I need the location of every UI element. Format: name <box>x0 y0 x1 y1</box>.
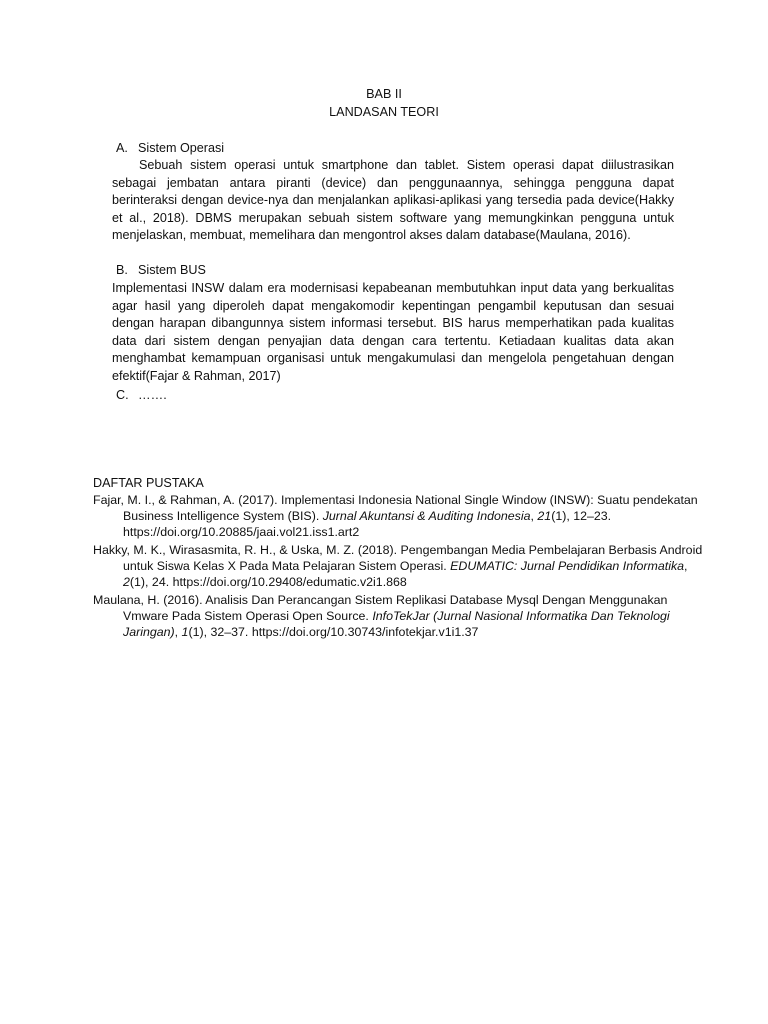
reference-separator: , <box>684 559 688 573</box>
section-title: Sistem BUS <box>138 263 206 277</box>
section-heading-b <box>116 262 676 280</box>
section-letter: A. <box>116 141 128 155</box>
reference-journal: Jurnal Akuntansi & Auditing Indonesia <box>322 509 531 523</box>
reference-separator: , <box>174 625 182 639</box>
section-letter: B. <box>116 263 128 277</box>
reference-volume: 1 <box>181 625 189 639</box>
reference-volume: 2 <box>123 575 130 589</box>
reference-item <box>93 542 713 590</box>
reference-item <box>93 492 713 540</box>
references-title: DAFTAR PUSTAKA <box>93 476 204 490</box>
reference-text: Hakky, M. K., Wirasasmita, R. H., & Uska, M. Z. (2018). Pengembangan Media Pembelajaran Berbasis Android untuk Siswa Kelas X Pada Mata Pelajaran Sistem Operasi. <box>93 543 703 573</box>
reference-text: Fajar, M. I., & Rahman, A. (2017). Implementasi Indonesia National Single Window (INSW): Suatu pendekatan Business Intelligence System (BIS). <box>93 493 698 523</box>
reference-volume: 21 <box>537 509 552 523</box>
section-title: ……. <box>138 388 167 402</box>
reference-text: Maulana, H. (2016). Analisis Dan Perancangan Sistem Replikasi Database Mysql Dengan Menggunakan Vmware Pada Sistem Operasi Open Source. <box>93 593 668 623</box>
section-letter: C. <box>116 388 129 402</box>
chapter-label: BAB II <box>366 87 402 101</box>
section-paragraph-b: Implementasi INSW dalam era modernisasi kepabeanan membutuhkan input data yang berkualitas agar hasil yang diperoleh dapat mengakomodir kepentingan pengambil keputusan dan sesuai dengan harapan dibangunnya sistem informasi tersebut. BIS harus memperhatikan pada kualitas data dari sistem dengan penyajian data dengan cara tertentu. Ketiadaan kualitas data akan menghambat kemampuan organisasi untuk mengakumulasi dan mengelola pengetahuan dengan efektif(Fajar & Rahman, 2017) <box>112 281 674 383</box>
reference-item <box>93 592 713 640</box>
section-title: Sistem Operasi <box>138 141 225 155</box>
reference-journal: EDUMATIC: Jurnal Pendidikan Informatika <box>450 559 685 573</box>
reference-doi: (1), 12–23. https://doi.org/10.20885/jaai.vol21.iss1.art2 <box>123 509 612 539</box>
reference-doi: (1), 32–37. https://doi.org/10.30743/infotekjar.v1i1.37 <box>188 625 479 639</box>
section-paragraph-a: Sebuah sistem operasi untuk smartphone dan tablet. Sistem operasi dapat diilustrasikan sebagai jembatan antara piranti (device) dan penggunaannya, sehingga pengguna dapat berinteraksi dengan device-nya dan menjalankan aplikasi-aplikasi yang tersedia pada device(Hakky et al., 2018). DBMS merupakan sebuah sistem software yang memungkinkan pengguna untuk menjelaskan, membuat, memelihara dan mengontrol akses dalam database(Maulana, 2016). <box>112 158 674 243</box>
reference-doi: (1), 24. https://doi.org/10.29408/edumatic.v2i1.868 <box>129 575 407 589</box>
section-heading-c <box>116 387 676 405</box>
chapter-title: LANDASAN TEORI <box>329 105 439 119</box>
reference-journal: InfoTekJar (Jurnal Nasional Informatika Dan Teknologi Jaringan) <box>123 609 670 639</box>
section-heading-a <box>116 140 676 158</box>
reference-separator: , <box>530 509 538 523</box>
